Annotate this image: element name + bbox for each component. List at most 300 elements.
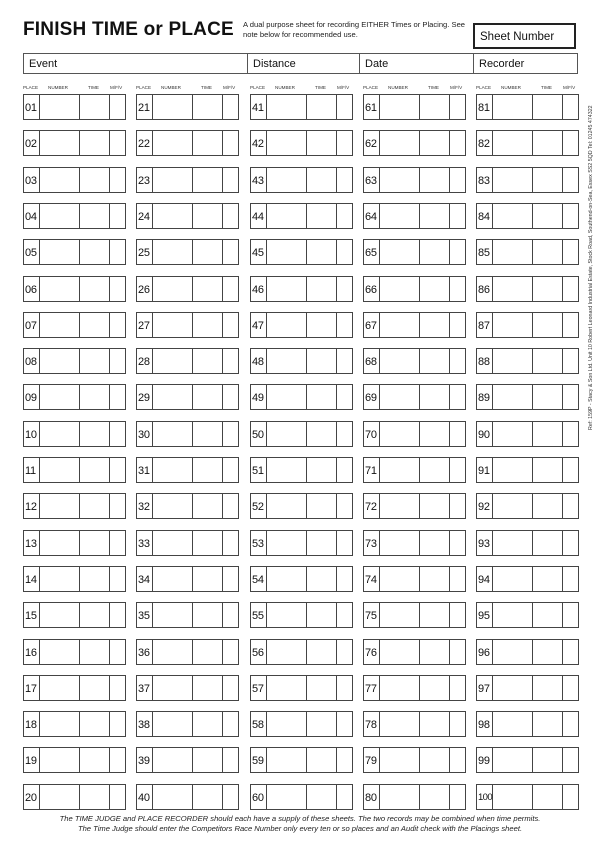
number-field[interactable]	[493, 240, 533, 264]
mfv-field[interactable]	[563, 531, 578, 555]
time-field[interactable]	[420, 349, 450, 373]
mfv-field[interactable]	[223, 385, 238, 409]
number-field[interactable]	[380, 676, 420, 700]
number-field[interactable]	[380, 422, 420, 446]
mfv-field[interactable]	[563, 458, 578, 482]
number-field[interactable]	[267, 240, 307, 264]
number-field[interactable]	[153, 712, 193, 736]
time-field[interactable]	[533, 349, 563, 373]
number-field[interactable]	[40, 95, 80, 119]
number-field[interactable]	[40, 458, 80, 482]
time-field[interactable]	[193, 277, 223, 301]
time-field[interactable]	[80, 676, 110, 700]
mfv-field[interactable]	[563, 748, 578, 772]
number-field[interactable]	[153, 168, 193, 192]
mfv-field[interactable]	[563, 640, 578, 664]
mfv-field[interactable]	[563, 567, 578, 591]
time-field[interactable]	[420, 640, 450, 664]
sheet-number-field[interactable]: Sheet Number	[473, 23, 576, 49]
mfv-field[interactable]	[223, 349, 238, 373]
mfv-field[interactable]	[450, 603, 465, 627]
time-field[interactable]	[420, 712, 450, 736]
number-field[interactable]	[267, 95, 307, 119]
time-field[interactable]	[307, 531, 337, 555]
number-field[interactable]	[267, 748, 307, 772]
time-field[interactable]	[533, 385, 563, 409]
number-field[interactable]	[380, 349, 420, 373]
time-field[interactable]	[533, 676, 563, 700]
time-field[interactable]	[80, 494, 110, 518]
mfv-field[interactable]	[223, 531, 238, 555]
number-field[interactable]	[267, 168, 307, 192]
number-field[interactable]	[380, 277, 420, 301]
mfv-field[interactable]	[337, 494, 352, 518]
time-field[interactable]	[533, 168, 563, 192]
number-field[interactable]	[40, 603, 80, 627]
number-field[interactable]	[493, 748, 533, 772]
number-field[interactable]	[380, 168, 420, 192]
time-field[interactable]	[307, 313, 337, 337]
time-field[interactable]	[307, 676, 337, 700]
number-field[interactable]	[380, 385, 420, 409]
time-field[interactable]	[80, 385, 110, 409]
number-field[interactable]	[493, 531, 533, 555]
time-field[interactable]	[307, 168, 337, 192]
mfv-field[interactable]	[110, 422, 125, 446]
number-field[interactable]	[493, 567, 533, 591]
number-field[interactable]	[493, 785, 533, 809]
time-field[interactable]	[533, 640, 563, 664]
time-field[interactable]	[533, 95, 563, 119]
mfv-field[interactable]	[563, 712, 578, 736]
time-field[interactable]	[80, 531, 110, 555]
mfv-field[interactable]	[563, 603, 578, 627]
event-field[interactable]: Event	[24, 54, 248, 73]
number-field[interactable]	[153, 349, 193, 373]
mfv-field[interactable]	[110, 95, 125, 119]
mfv-field[interactable]	[337, 640, 352, 664]
time-field[interactable]	[307, 640, 337, 664]
time-field[interactable]	[533, 458, 563, 482]
time-field[interactable]	[80, 785, 110, 809]
time-field[interactable]	[420, 313, 450, 337]
number-field[interactable]	[493, 385, 533, 409]
mfv-field[interactable]	[450, 313, 465, 337]
time-field[interactable]	[420, 422, 450, 446]
number-field[interactable]	[493, 313, 533, 337]
time-field[interactable]	[193, 385, 223, 409]
mfv-field[interactable]	[223, 748, 238, 772]
mfv-field[interactable]	[337, 131, 352, 155]
number-field[interactable]	[380, 567, 420, 591]
time-field[interactable]	[193, 131, 223, 155]
recorder-field[interactable]: Recorder	[479, 58, 525, 70]
mfv-field[interactable]	[450, 458, 465, 482]
time-field[interactable]	[420, 277, 450, 301]
mfv-field[interactable]	[223, 95, 238, 119]
number-field[interactable]	[380, 603, 420, 627]
time-field[interactable]	[533, 785, 563, 809]
mfv-field[interactable]	[223, 712, 238, 736]
mfv-field[interactable]	[110, 458, 125, 482]
time-field[interactable]	[80, 712, 110, 736]
time-field[interactable]	[80, 240, 110, 264]
mfv-field[interactable]	[110, 349, 125, 373]
time-field[interactable]	[193, 640, 223, 664]
mfv-field[interactable]	[337, 168, 352, 192]
time-field[interactable]	[420, 748, 450, 772]
mfv-field[interactable]	[450, 168, 465, 192]
mfv-field[interactable]	[337, 748, 352, 772]
mfv-field[interactable]	[450, 240, 465, 264]
number-field[interactable]	[153, 131, 193, 155]
time-field[interactable]	[193, 494, 223, 518]
time-field[interactable]	[193, 748, 223, 772]
mfv-field[interactable]	[110, 785, 125, 809]
mfv-field[interactable]	[110, 204, 125, 228]
number-field[interactable]	[493, 422, 533, 446]
number-field[interactable]	[380, 95, 420, 119]
mfv-field[interactable]	[223, 131, 238, 155]
mfv-field[interactable]	[110, 277, 125, 301]
number-field[interactable]	[267, 531, 307, 555]
number-field[interactable]	[493, 712, 533, 736]
number-field[interactable]	[153, 494, 193, 518]
time-field[interactable]	[307, 567, 337, 591]
mfv-field[interactable]	[110, 748, 125, 772]
number-field[interactable]	[493, 458, 533, 482]
number-field[interactable]	[493, 349, 533, 373]
number-field[interactable]	[493, 204, 533, 228]
time-field[interactable]	[307, 458, 337, 482]
mfv-field[interactable]	[337, 95, 352, 119]
number-field[interactable]	[267, 131, 307, 155]
time-field[interactable]	[533, 422, 563, 446]
mfv-field[interactable]	[450, 567, 465, 591]
time-field[interactable]	[533, 748, 563, 772]
number-field[interactable]	[40, 531, 80, 555]
time-field[interactable]	[80, 458, 110, 482]
time-field[interactable]	[80, 422, 110, 446]
mfv-field[interactable]	[110, 313, 125, 337]
number-field[interactable]	[267, 603, 307, 627]
time-field[interactable]	[420, 95, 450, 119]
time-field[interactable]	[193, 168, 223, 192]
distance-field[interactable]: Distance	[248, 54, 360, 73]
time-field[interactable]	[80, 349, 110, 373]
time-field[interactable]	[80, 313, 110, 337]
time-field[interactable]	[533, 712, 563, 736]
number-field[interactable]	[153, 277, 193, 301]
number-field[interactable]	[493, 95, 533, 119]
time-field[interactable]	[307, 95, 337, 119]
time-field[interactable]	[420, 567, 450, 591]
number-field[interactable]	[40, 785, 80, 809]
time-field[interactable]	[420, 494, 450, 518]
number-field[interactable]	[153, 531, 193, 555]
number-field[interactable]	[493, 168, 533, 192]
number-field[interactable]	[267, 567, 307, 591]
mfv-field[interactable]	[450, 712, 465, 736]
time-field[interactable]	[307, 204, 337, 228]
mfv-field[interactable]	[563, 168, 578, 192]
mfv-field[interactable]	[337, 313, 352, 337]
mfv-field[interactable]	[223, 640, 238, 664]
time-field[interactable]	[533, 313, 563, 337]
time-field[interactable]	[193, 458, 223, 482]
mfv-field[interactable]	[110, 494, 125, 518]
mfv-field[interactable]	[337, 349, 352, 373]
time-field[interactable]	[193, 785, 223, 809]
mfv-field[interactable]	[450, 422, 465, 446]
mfv-field[interactable]	[110, 240, 125, 264]
mfv-field[interactable]	[337, 458, 352, 482]
mfv-field[interactable]	[563, 204, 578, 228]
number-field[interactable]	[153, 458, 193, 482]
number-field[interactable]	[153, 313, 193, 337]
number-field[interactable]	[493, 603, 533, 627]
mfv-field[interactable]	[337, 676, 352, 700]
number-field[interactable]	[380, 531, 420, 555]
time-field[interactable]	[533, 531, 563, 555]
mfv-field[interactable]	[337, 204, 352, 228]
mfv-field[interactable]	[223, 277, 238, 301]
time-field[interactable]	[533, 240, 563, 264]
number-field[interactable]	[40, 494, 80, 518]
number-field[interactable]	[40, 204, 80, 228]
mfv-field[interactable]	[223, 422, 238, 446]
time-field[interactable]	[193, 313, 223, 337]
mfv-field[interactable]	[223, 494, 238, 518]
number-field[interactable]	[153, 567, 193, 591]
time-field[interactable]	[420, 458, 450, 482]
mfv-field[interactable]	[337, 240, 352, 264]
mfv-field[interactable]	[223, 603, 238, 627]
mfv-field[interactable]	[563, 277, 578, 301]
time-field[interactable]	[307, 494, 337, 518]
number-field[interactable]	[267, 676, 307, 700]
mfv-field[interactable]	[337, 531, 352, 555]
time-field[interactable]	[193, 603, 223, 627]
time-field[interactable]	[80, 131, 110, 155]
time-field[interactable]	[193, 204, 223, 228]
number-field[interactable]	[493, 640, 533, 664]
number-field[interactable]	[40, 748, 80, 772]
time-field[interactable]	[307, 240, 337, 264]
time-field[interactable]	[193, 240, 223, 264]
number-field[interactable]	[40, 168, 80, 192]
mfv-field[interactable]	[450, 277, 465, 301]
number-field[interactable]	[493, 277, 533, 301]
mfv-field[interactable]	[223, 204, 238, 228]
number-field[interactable]	[40, 712, 80, 736]
number-field[interactable]	[40, 640, 80, 664]
time-field[interactable]	[420, 168, 450, 192]
number-field[interactable]	[40, 385, 80, 409]
number-field[interactable]	[40, 277, 80, 301]
number-field[interactable]	[380, 712, 420, 736]
mfv-field[interactable]	[563, 785, 578, 809]
time-field[interactable]	[420, 385, 450, 409]
number-field[interactable]	[267, 422, 307, 446]
mfv-field[interactable]	[450, 531, 465, 555]
time-field[interactable]	[420, 240, 450, 264]
number-field[interactable]	[380, 313, 420, 337]
number-field[interactable]	[380, 640, 420, 664]
number-field[interactable]	[40, 313, 80, 337]
mfv-field[interactable]	[110, 385, 125, 409]
time-field[interactable]	[193, 531, 223, 555]
time-field[interactable]	[193, 712, 223, 736]
number-field[interactable]	[380, 748, 420, 772]
time-field[interactable]	[420, 676, 450, 700]
number-field[interactable]	[267, 640, 307, 664]
number-field[interactable]	[153, 785, 193, 809]
number-field[interactable]	[153, 385, 193, 409]
number-field[interactable]	[380, 204, 420, 228]
number-field[interactable]	[380, 240, 420, 264]
time-field[interactable]	[420, 785, 450, 809]
number-field[interactable]	[267, 494, 307, 518]
number-field[interactable]	[40, 676, 80, 700]
mfv-field[interactable]	[450, 494, 465, 518]
number-field[interactable]	[40, 422, 80, 446]
number-field[interactable]	[267, 458, 307, 482]
mfv-field[interactable]	[337, 385, 352, 409]
mfv-field[interactable]	[223, 676, 238, 700]
mfv-field[interactable]	[223, 458, 238, 482]
mfv-field[interactable]	[563, 349, 578, 373]
number-field[interactable]	[267, 785, 307, 809]
mfv-field[interactable]	[563, 385, 578, 409]
number-field[interactable]	[493, 131, 533, 155]
time-field[interactable]	[307, 785, 337, 809]
time-field[interactable]	[80, 640, 110, 664]
mfv-field[interactable]	[450, 640, 465, 664]
number-field[interactable]	[380, 494, 420, 518]
time-field[interactable]	[307, 748, 337, 772]
mfv-field[interactable]	[563, 131, 578, 155]
time-field[interactable]	[307, 277, 337, 301]
time-field[interactable]	[307, 131, 337, 155]
mfv-field[interactable]	[110, 567, 125, 591]
number-field[interactable]	[267, 712, 307, 736]
mfv-field[interactable]	[337, 603, 352, 627]
mfv-field[interactable]	[337, 422, 352, 446]
mfv-field[interactable]	[223, 240, 238, 264]
number-field[interactable]	[267, 349, 307, 373]
number-field[interactable]	[153, 422, 193, 446]
mfv-field[interactable]	[563, 95, 578, 119]
mfv-field[interactable]	[110, 168, 125, 192]
date-field[interactable]: Date	[360, 54, 474, 73]
time-field[interactable]	[80, 168, 110, 192]
mfv-field[interactable]	[450, 131, 465, 155]
number-field[interactable]	[380, 785, 420, 809]
number-field[interactable]	[493, 494, 533, 518]
time-field[interactable]	[307, 385, 337, 409]
time-field[interactable]	[420, 603, 450, 627]
number-field[interactable]	[40, 349, 80, 373]
mfv-field[interactable]	[450, 748, 465, 772]
number-field[interactable]	[153, 748, 193, 772]
mfv-field[interactable]	[337, 712, 352, 736]
mfv-field[interactable]	[223, 313, 238, 337]
mfv-field[interactable]	[563, 494, 578, 518]
mfv-field[interactable]	[450, 204, 465, 228]
time-field[interactable]	[80, 567, 110, 591]
mfv-field[interactable]	[563, 422, 578, 446]
number-field[interactable]	[267, 277, 307, 301]
time-field[interactable]	[193, 567, 223, 591]
number-field[interactable]	[153, 95, 193, 119]
number-field[interactable]	[153, 204, 193, 228]
time-field[interactable]	[80, 204, 110, 228]
mfv-field[interactable]	[223, 168, 238, 192]
number-field[interactable]	[267, 385, 307, 409]
number-field[interactable]	[40, 240, 80, 264]
mfv-field[interactable]	[110, 131, 125, 155]
time-field[interactable]	[307, 349, 337, 373]
time-field[interactable]	[533, 494, 563, 518]
time-field[interactable]	[420, 131, 450, 155]
mfv-field[interactable]	[563, 676, 578, 700]
mfv-field[interactable]	[223, 567, 238, 591]
time-field[interactable]	[307, 712, 337, 736]
mfv-field[interactable]	[337, 277, 352, 301]
time-field[interactable]	[307, 603, 337, 627]
time-field[interactable]	[420, 204, 450, 228]
number-field[interactable]	[267, 313, 307, 337]
time-field[interactable]	[533, 603, 563, 627]
time-field[interactable]	[193, 422, 223, 446]
mfv-field[interactable]	[450, 676, 465, 700]
number-field[interactable]	[153, 240, 193, 264]
number-field[interactable]	[153, 603, 193, 627]
mfv-field[interactable]	[450, 385, 465, 409]
mfv-field[interactable]	[110, 531, 125, 555]
mfv-field[interactable]	[110, 712, 125, 736]
mfv-field[interactable]	[450, 95, 465, 119]
mfv-field[interactable]	[223, 785, 238, 809]
time-field[interactable]	[307, 422, 337, 446]
number-field[interactable]	[267, 204, 307, 228]
mfv-field[interactable]	[450, 349, 465, 373]
number-field[interactable]	[493, 676, 533, 700]
time-field[interactable]	[80, 95, 110, 119]
time-field[interactable]	[533, 204, 563, 228]
mfv-field[interactable]	[110, 603, 125, 627]
number-field[interactable]	[380, 131, 420, 155]
mfv-field[interactable]	[563, 313, 578, 337]
number-field[interactable]	[153, 676, 193, 700]
time-field[interactable]	[80, 748, 110, 772]
time-field[interactable]	[193, 95, 223, 119]
number-field[interactable]	[40, 131, 80, 155]
number-field[interactable]	[40, 567, 80, 591]
mfv-field[interactable]	[110, 640, 125, 664]
mfv-field[interactable]	[450, 785, 465, 809]
time-field[interactable]	[193, 676, 223, 700]
mfv-field[interactable]	[337, 567, 352, 591]
time-field[interactable]	[533, 131, 563, 155]
time-field[interactable]	[80, 603, 110, 627]
number-field[interactable]	[380, 458, 420, 482]
mfv-field[interactable]	[110, 676, 125, 700]
number-field[interactable]	[153, 640, 193, 664]
time-field[interactable]	[80, 277, 110, 301]
time-field[interactable]	[533, 567, 563, 591]
